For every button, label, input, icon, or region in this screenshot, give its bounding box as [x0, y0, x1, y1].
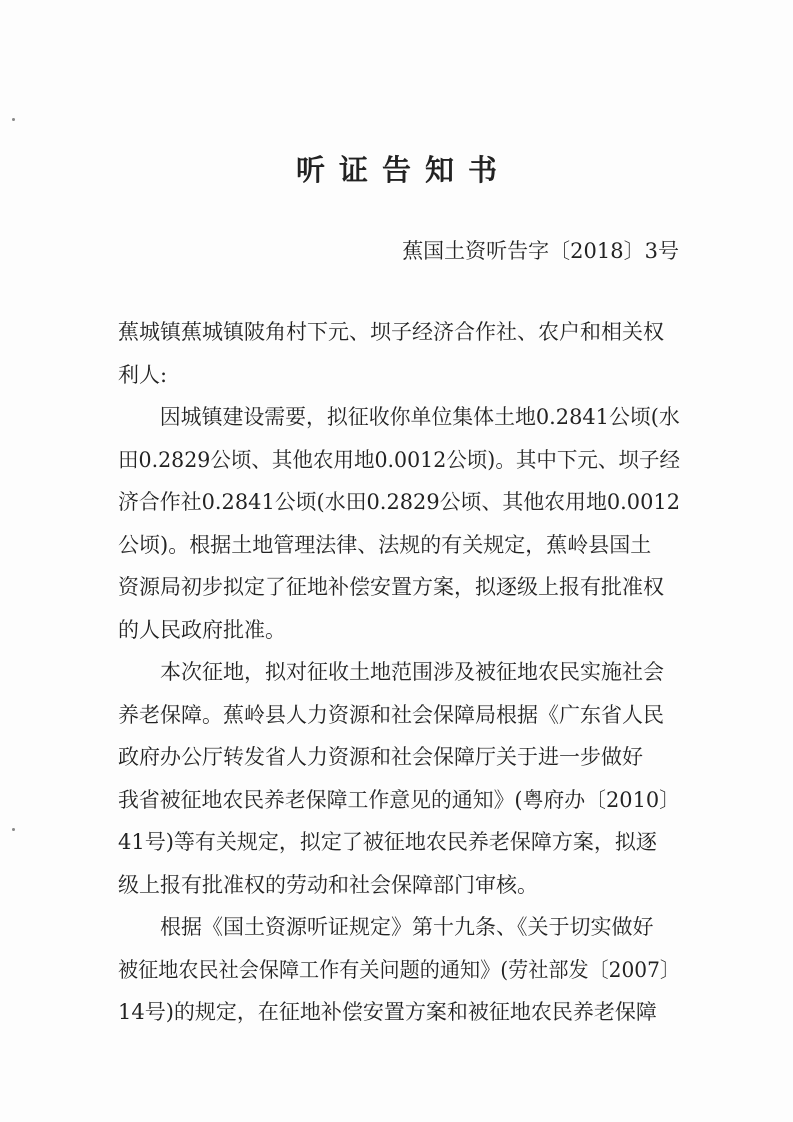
- paragraph-hearing-basis: [118, 906, 680, 1034]
- text-line: 养老保障。蕉岭县人力资源和社会保障局根据《广东省人民: [118, 702, 664, 727]
- text-line: 14号)的规定，在征地补偿安置方案和被征地农民养老保障: [118, 1000, 657, 1024]
- text-line: 资源局初步拟定了征地补偿安置方案，拟逐级上报有批准权: [118, 575, 664, 599]
- text-line: 41号)等有关规定，拟定了被征地农民养老保障方案，拟逐: [118, 830, 657, 854]
- document-number: 蕉国土资听告字〔2018〕3号: [402, 239, 679, 263]
- text-line: 根据《国土资源听证规定》第十九条、《关于切实做好: [160, 915, 654, 939]
- text-line: 政府办公厅转发省人力资源和社会保障厅关于进一步做好: [118, 745, 643, 769]
- scan-speck: [12, 828, 15, 831]
- text-line: 利人:: [118, 362, 168, 387]
- text-line: 蕉城镇蕉城镇陂角村下元、坝子经济合作社、农户和相关权: [118, 320, 664, 344]
- salutation-paragraph: [118, 311, 680, 396]
- text-line: 本次征地，拟对征收土地范围涉及被征地农民实施社会: [160, 660, 664, 684]
- document-body: [118, 311, 680, 1034]
- document-title: 听证告知书: [295, 153, 511, 187]
- paragraph-land-acquisition: [118, 396, 680, 651]
- text-line: 田0.2829公顷、其他农用地0.0012公顷)。其中下元、坝子经: [118, 447, 680, 472]
- text-line: 的人民政府批准。: [118, 617, 286, 642]
- text-line: 我省被征地农民养老保障工作意见的通知》(粤府办〔2010〕: [118, 787, 680, 812]
- text-line: 被征地农民社会保障工作有关问题的通知》(劳社部发〔2007〕: [118, 957, 680, 982]
- text-line: 因城镇建设需要，拟征收你单位集体土地0.2841公顷(水: [159, 405, 680, 429]
- paragraph-pension: [118, 651, 680, 906]
- text-line: 公顷)。根据土地管理法律、法规的有关规定，蕉岭县国土: [118, 532, 652, 557]
- text-line: 济合作社0.2841公顷(水田0.2829公顷、其他农用地0.0012: [118, 490, 680, 514]
- scan-speck: [12, 118, 15, 121]
- text-line: 级上报有批准权的劳动和社会保障部门审核。: [118, 872, 538, 897]
